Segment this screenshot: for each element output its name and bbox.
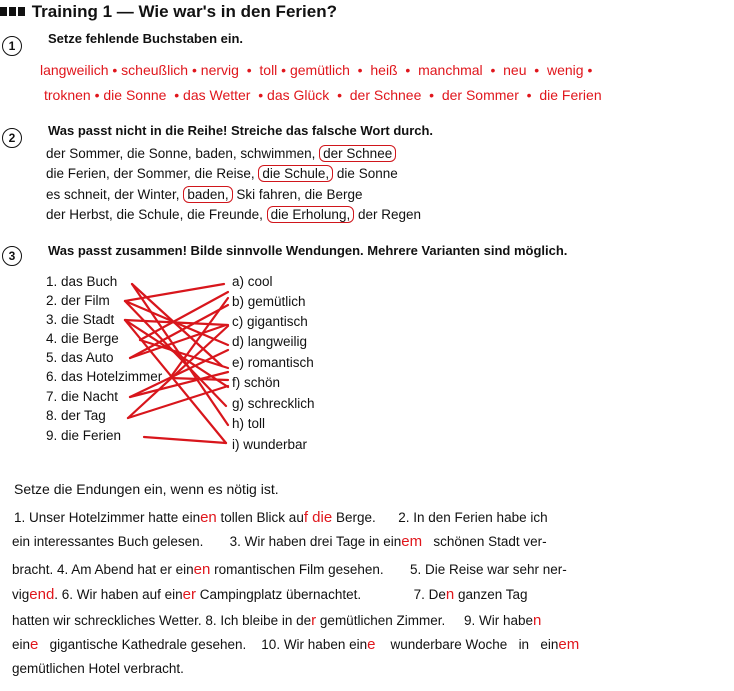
filled-ending: n bbox=[445, 586, 455, 603]
sentence-text: 1. Unser Hotelzimmer hatte ein bbox=[14, 510, 201, 525]
task4-line-1 bbox=[14, 509, 548, 526]
match-line bbox=[125, 301, 228, 345]
sentence-text: Campingplatz übernachtet. bbox=[199, 587, 362, 602]
filled-ending: r bbox=[311, 612, 317, 629]
sentence-text: vig bbox=[12, 587, 30, 602]
task3-instruction: Was passt zusammen! Bilde sinnvolle Wendungen. Mehrere Varianten sind möglich. bbox=[48, 243, 568, 258]
sentence-text: ein interessantes Buch gelesen. bbox=[12, 534, 204, 549]
match-line bbox=[140, 292, 228, 340]
right-item: i) wunderbar bbox=[232, 437, 308, 452]
task1-instruction: Setze fehlende Buchstaben ein. bbox=[48, 31, 244, 46]
left-item: 1. das Buch bbox=[46, 274, 118, 289]
task4-line-7 bbox=[12, 661, 184, 676]
match-line bbox=[132, 284, 228, 425]
match-line bbox=[130, 325, 226, 358]
match-line bbox=[125, 320, 228, 325]
match-line bbox=[170, 378, 228, 380]
sentence-text: 10. Wir haben ein bbox=[261, 637, 368, 652]
word: der Sommer bbox=[441, 87, 519, 103]
sentence-text: gigantische Kathedrale gesehen. bbox=[49, 637, 247, 652]
sentence-text: hatten wir schreckliches Wetter. 8. Ich bleibe in de bbox=[12, 613, 312, 628]
left-item: 8. der Tag bbox=[46, 408, 106, 423]
word: neu bbox=[503, 62, 527, 78]
word: gemütlich bbox=[289, 62, 350, 78]
task4-line-6 bbox=[12, 636, 579, 653]
match-line bbox=[130, 305, 228, 358]
sentence-text: 2. In den Ferien habe ich bbox=[398, 510, 548, 525]
sentence-text: ein bbox=[540, 637, 559, 652]
sentence-text: ganzen Tag bbox=[458, 587, 528, 602]
word: nervig bbox=[200, 62, 239, 78]
circled-answer: die Erholung, bbox=[267, 206, 355, 223]
word: troknen bbox=[44, 87, 91, 103]
line-text: der Herbst, die Schule, die Freunde, bbox=[46, 207, 263, 222]
filled-ending: n bbox=[533, 612, 542, 629]
sentence-text: 5. Die Reise war sehr ner- bbox=[409, 562, 567, 577]
word: die Sonne bbox=[103, 87, 167, 103]
sentence-text: gemütlichen Zimmer. bbox=[319, 613, 446, 628]
filled-ending: er bbox=[182, 586, 196, 603]
task1-row2: troknen • die Sonne • das Wetter • das Glück • der Schnee • der Sommer • die Ferien bbox=[44, 87, 602, 103]
left-item: 7. die Nacht bbox=[46, 389, 119, 404]
right-item: a) cool bbox=[232, 274, 273, 289]
word: manchmal bbox=[418, 62, 483, 78]
match-line bbox=[128, 386, 228, 418]
task1-number: 1 bbox=[2, 36, 22, 56]
word: heiß bbox=[370, 62, 398, 78]
right-item: f) schön bbox=[232, 375, 281, 390]
line-text: Ski fahren, die Berge bbox=[236, 187, 363, 202]
filled-ending: en bbox=[193, 561, 211, 578]
sentence-text: 9. Wir habe bbox=[463, 613, 534, 628]
word: das Glück bbox=[267, 87, 330, 103]
left-item: 3. die Stadt bbox=[46, 312, 115, 327]
left-item: 2. der Film bbox=[46, 293, 110, 308]
filled-ending: em bbox=[558, 636, 580, 653]
left-item: 9. die Ferien bbox=[46, 428, 122, 443]
filled-ending: en bbox=[200, 509, 217, 526]
task2-line-4 bbox=[46, 207, 421, 222]
task4-line-4 bbox=[12, 586, 528, 603]
circled-answer: die Schule, bbox=[258, 165, 333, 182]
match-line bbox=[170, 298, 228, 378]
task4-line-2 bbox=[12, 533, 547, 550]
sentence-text: wunderbare Woche bbox=[390, 637, 508, 652]
left-item: 4. die Berge bbox=[46, 331, 119, 346]
filled-ending: f die bbox=[303, 509, 333, 526]
circled-answer: der Schnee bbox=[319, 145, 396, 162]
filled-ending: e bbox=[30, 636, 39, 653]
sentence-text: gemütlichen Hotel verbracht. bbox=[12, 661, 184, 676]
line-text: es schneit, der Winter, bbox=[46, 187, 180, 202]
left-item: 5. das Auto bbox=[46, 350, 114, 365]
match-line bbox=[125, 301, 226, 406]
sentence-text: in bbox=[518, 637, 530, 652]
left-item: 6. das Hotelzimmer bbox=[46, 369, 163, 384]
right-item: d) langweilig bbox=[232, 334, 308, 349]
word: die Ferien bbox=[539, 87, 602, 103]
line-text: die Sonne bbox=[336, 166, 398, 181]
word: toll bbox=[259, 62, 278, 78]
right-item: g) schrecklich bbox=[232, 396, 315, 411]
word: langweilich bbox=[40, 62, 109, 78]
task2-line-2 bbox=[46, 166, 398, 181]
sentence-text: tollen Blick au bbox=[220, 510, 304, 525]
task2-number: 2 bbox=[2, 128, 22, 148]
task2-line-1 bbox=[46, 146, 396, 161]
word: der Schnee bbox=[349, 87, 422, 103]
match-line bbox=[125, 284, 224, 301]
task1-row1: langweilich • scheußlich • nervig • toll • gemütlich • heiß • manchmal • neu • wenig • bbox=[40, 62, 593, 78]
sentence-text: schönen Stadt ver- bbox=[433, 534, 547, 549]
circled-answer: baden, bbox=[183, 186, 232, 203]
match-line bbox=[144, 437, 226, 443]
sentence-text: ein bbox=[12, 637, 31, 652]
right-item: c) gigantisch bbox=[232, 314, 308, 329]
square-bullet-icon bbox=[0, 7, 7, 16]
filled-ending: e bbox=[367, 636, 376, 653]
filled-ending: em bbox=[401, 533, 423, 550]
word: scheußlich bbox=[121, 62, 189, 78]
sentence-text: . 6. Wir haben auf ein bbox=[54, 587, 183, 602]
right-item: e) romantisch bbox=[232, 355, 314, 370]
line-text: der Regen bbox=[357, 207, 422, 222]
match-line bbox=[140, 340, 228, 368]
square-bullet-icon bbox=[18, 7, 25, 16]
sentence-text: 7. De bbox=[413, 587, 446, 602]
task2-instruction: Was passt nicht in die Reihe! Streiche das falsche Wort durch. bbox=[48, 123, 434, 138]
word: das Wetter bbox=[183, 87, 251, 103]
sentence-text: Berge. bbox=[335, 510, 376, 525]
word: wenig bbox=[546, 62, 584, 78]
square-bullet-icon bbox=[9, 7, 16, 16]
sentence-text: bracht. 4. Am Abend hat er ein bbox=[12, 562, 194, 577]
task2-line-3 bbox=[46, 187, 362, 202]
task4-instruction: Setze die Endungen ein, wenn es nötig ist. bbox=[14, 481, 279, 497]
line-text: der Sommer, die Sonne, baden, schwimmen, bbox=[46, 146, 316, 161]
line-text: die Ferien, der Sommer, die Reise, bbox=[46, 166, 255, 181]
match-line bbox=[132, 284, 222, 366]
sentence-text: 3. Wir haben drei Tage in ein bbox=[229, 534, 402, 549]
worksheet-title bbox=[0, 2, 337, 22]
right-item: h) toll bbox=[232, 416, 266, 431]
right-item: b) gemütlich bbox=[232, 294, 306, 309]
task3-number: 3 bbox=[2, 246, 22, 266]
task4-line-3 bbox=[12, 561, 567, 578]
title-text: Training 1 — Wie war's in den Ferien? bbox=[31, 2, 337, 21]
task4-line-5 bbox=[12, 612, 541, 629]
filled-ending: end bbox=[29, 586, 55, 603]
sentence-text: romantischen Film gesehen. bbox=[214, 562, 384, 577]
